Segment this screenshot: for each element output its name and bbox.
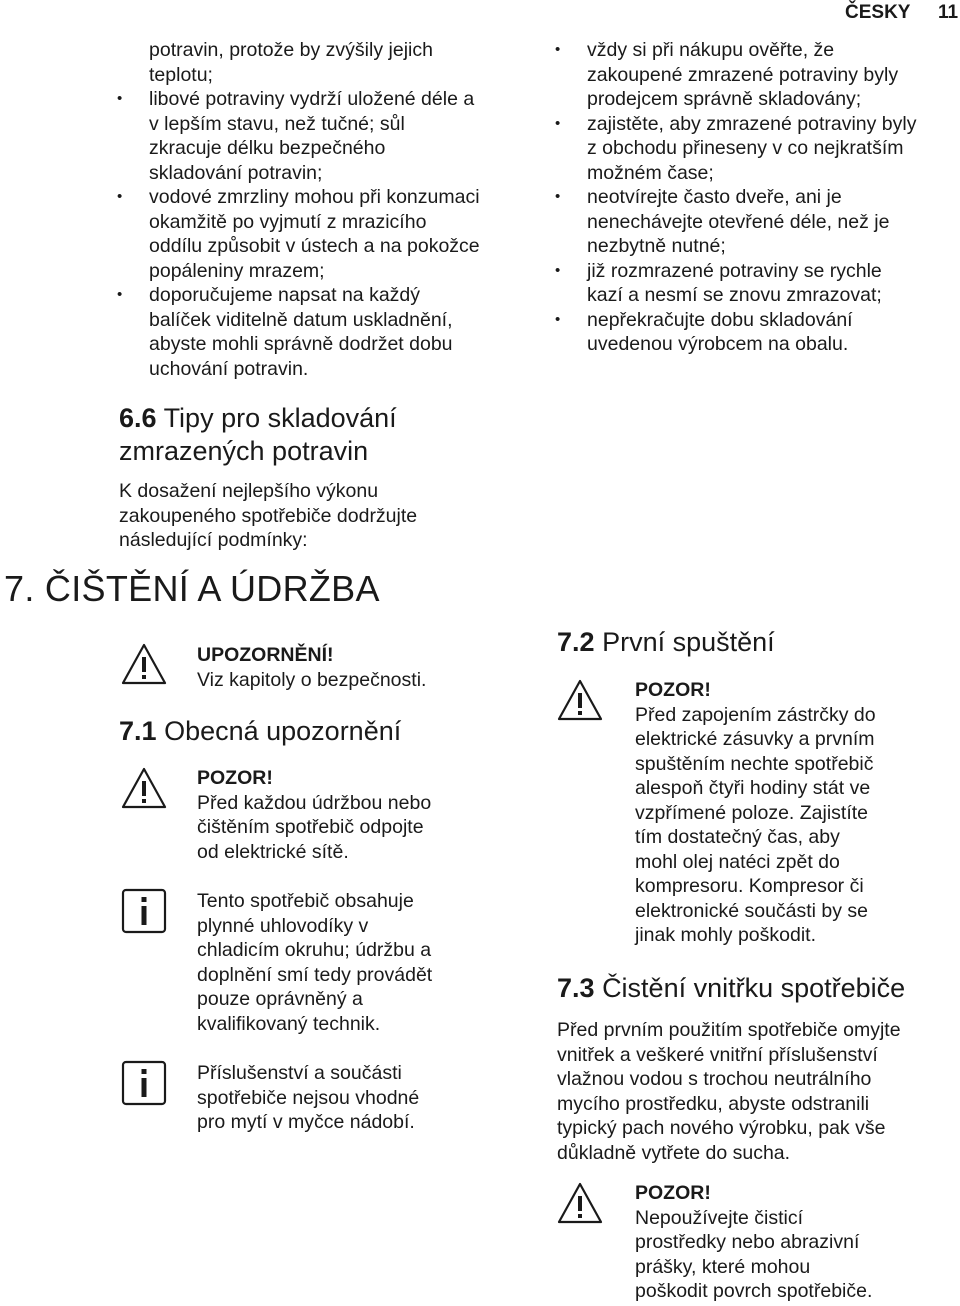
section-7-3-warning: POZOR! Nepoužívejte čisticí prostředky nebo abrazivní prášky, které mohou poškodit povrch spotřebiče. bbox=[635, 1182, 873, 1302]
chapter-7-title: 7. ČIŠTĚNÍ A ÚDRŽBA bbox=[4, 568, 380, 609]
section-6-6-intro: K dosažení nejlepšího výkonu zakoupeného spotřebiče dodržujte následující podmínky: bbox=[119, 480, 418, 551]
section-7-1-info-1: Tento spotřebič obsahuje plynné uhlovodíky v chladicím okruhu; údržbu a doplnění smí tedy provádět pouze oprávněný a kvalifikovaný technik. bbox=[197, 890, 433, 1035]
right-bullet-list bbox=[555, 38, 959, 357]
list-item: • vodové zmrzliny mohou při konzumaci okamžitě po vyjmutí z mrazicího oddílu způsobit v ústech a na pokožce popáleniny mrazem; bbox=[117, 186, 480, 282]
bullet-icon: • bbox=[555, 41, 561, 58]
section-7-2-title: 7.2 První spuštění bbox=[557, 627, 775, 657]
warning-triangle-icon bbox=[121, 642, 167, 688]
left-continuation: potravin, protože by zvýšily jejich teplotu; bbox=[149, 39, 433, 86]
section-7-3-title: 7.3 Čistění vnitřku spotřebiče bbox=[557, 973, 906, 1003]
page-number: 11 bbox=[938, 2, 959, 23]
list-item: • vždy si při nákupu ověřte, že zakoupené zmrazené potraviny byly prodejcem správně skladovány; bbox=[555, 39, 899, 110]
list-item: • doporučujeme napsat na každý balíček viditelně datum uskladnění, abyste mohli správně dodržet dobu uchování potravin. bbox=[117, 284, 453, 380]
warning-main: UPOZORNĚNÍ! Viz kapitoly o bezpečnosti. bbox=[197, 644, 427, 691]
section-6-6-title: 6.6 Tipy pro skladování zmrazených potravin bbox=[119, 403, 397, 466]
left-bullet-list bbox=[117, 87, 549, 381]
warning-triangle-icon bbox=[121, 766, 167, 812]
info-icon bbox=[121, 888, 167, 934]
section-7-1-warning: POZOR! Před každou údržbou nebo čištěním spotřebič odpojte od elektrické sítě. bbox=[197, 767, 432, 863]
header-language: ČESKY bbox=[845, 2, 911, 23]
warning-triangle-icon bbox=[557, 678, 603, 724]
bullet-icon: • bbox=[555, 114, 561, 132]
section-7-3-body: Před prvním použitím spotřebiče omyjte vnitřek a veškeré vnitřní příslušenství vlažnou vodou s trochou neutrálního mycího prostředku, abyste odstranili typický pach nového výrobku, pak vše důkladně vytřete do sucha. bbox=[557, 1019, 901, 1164]
section-7-1-title: 7.1 Obecná upozornění bbox=[119, 716, 402, 746]
bullet-icon: • bbox=[555, 310, 561, 328]
bullet-icon: • bbox=[555, 261, 561, 279]
bullet-icon: • bbox=[555, 188, 561, 205]
bullet-icon: • bbox=[117, 188, 123, 205]
bullet-icon: • bbox=[117, 286, 123, 303]
list-item: • zajistěte, aby zmrazené potraviny byly z obchodu přineseny v co nejkratším možném čase; bbox=[555, 112, 917, 184]
info-icon bbox=[121, 1060, 167, 1106]
section-7-1-info-2: Příslušenství a součásti spotřebiče nejsou vhodné pro mytí v myčce nádobí. bbox=[197, 1062, 420, 1133]
warning-triangle-icon bbox=[557, 1181, 603, 1227]
section-7-2-warning: POZOR! Před zapojením zástrčky do elektrické zásuvky a prvním spuštěním nechte spotřebič alespoň čtyři hodiny stát ve vzpřímené poloze. Zajistíte tím dostatečný čas, aby mohl olej natéci zpět do kompresoru. Kompresor či elektronické součásti by se jinak mohly poškodit. bbox=[635, 679, 876, 946]
list-item: • libové potraviny vydrží uložené déle a v lepším stavu, než tučné; sůl zkracuje délku bezpečného skladování potravin; bbox=[117, 88, 475, 184]
list-item: • již rozmrazené potraviny se rychle kazí a nesmí se znovu zmrazovat; bbox=[555, 259, 882, 306]
list-item: • neotvírejte často dveře, ani je nenechávejte otevřené déle, než je nezbytně nutné; bbox=[555, 186, 890, 257]
list-item: • nepřekračujte dobu skladování uvedenou výrobcem na obalu. bbox=[555, 308, 853, 355]
bullet-icon: • bbox=[117, 90, 123, 107]
